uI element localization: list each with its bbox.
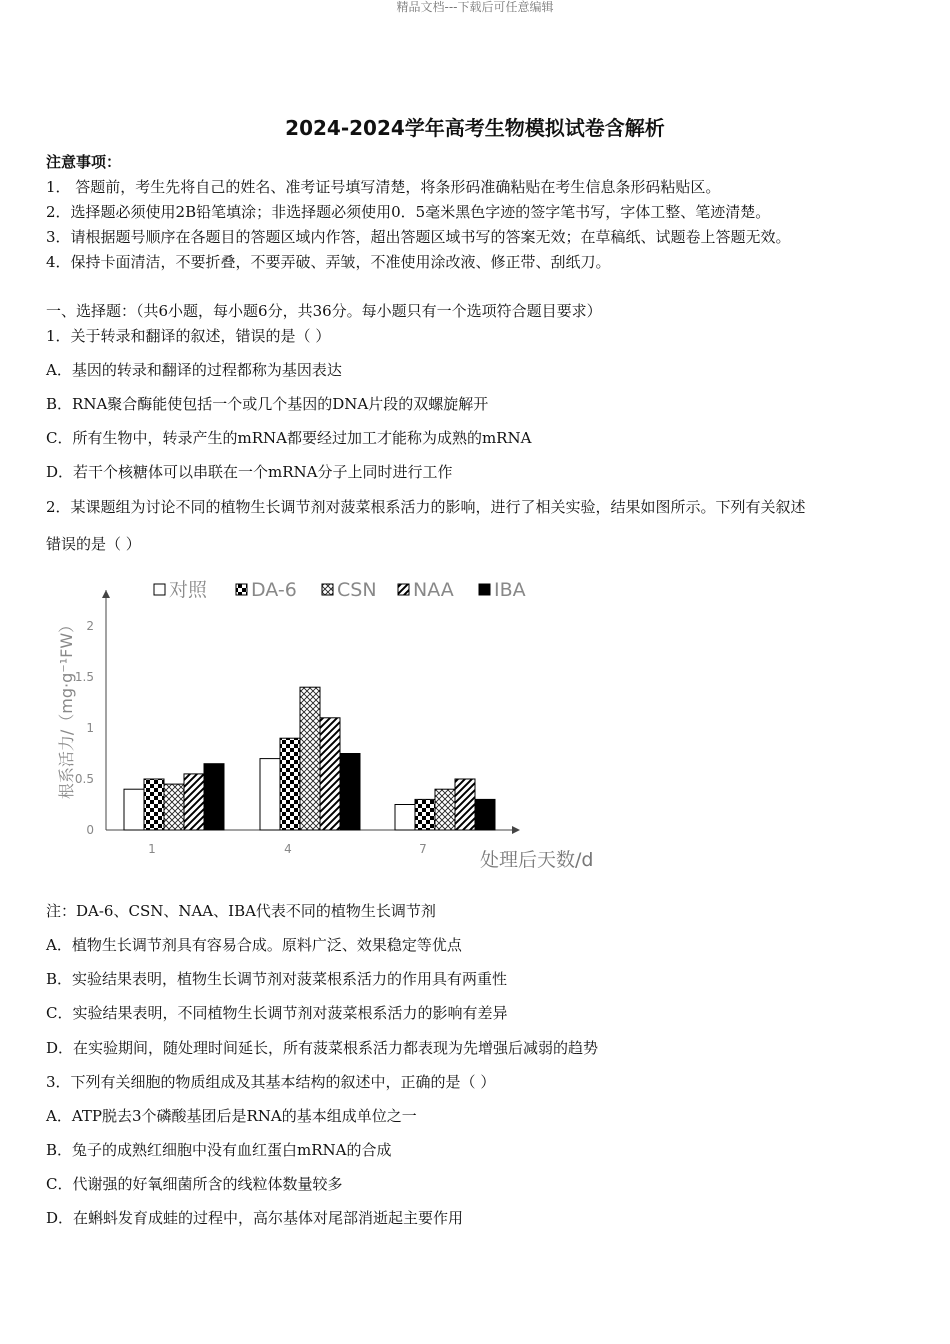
legend-label: DA-6 [251,579,297,601]
bar [415,799,435,830]
bar [455,779,475,830]
chart-legend [154,579,526,601]
y-axis-label: 根系活力/（mg·g⁻¹FW） [57,616,76,800]
chart-bars [124,687,495,830]
notice-item: 1． 答题前，考生先将自己的姓名、准考证号填写清楚，将条形码准确粘贴在考生信息条形码粘贴区。 [46,178,721,196]
y-tick-label: 1.5 [74,670,94,684]
y-tick-label: 0.5 [74,772,94,786]
q1-option-c: C．所有生物中，转录产生的mRNA都要经过加工才能称为成熟的mRNA [46,429,532,447]
bar [164,784,184,830]
legend-swatch [236,584,247,595]
q1-option-a: A．基因的转录和翻译的过程都称为基因表达 [46,361,342,379]
bar [260,759,280,830]
q1-option-b: B．RNA聚合酶能使包括一个或几个基因的DNA片段的双螺旋解开 [46,395,489,413]
q2-stem-continued: 错误的是（ ） [46,535,141,553]
notice-heading: 注意事项： [46,153,122,171]
q2-note: 注：DA-6、CSN、NAA、IBA代表不同的植物生长调节剂 [46,902,436,920]
legend-label: IBA [494,579,526,601]
q3-option-d: D．在蝌蚪发育成蛙的过程中，高尔基体对尾部消逝起主要作用 [46,1209,464,1227]
q1-stem: 1．关于转录和翻译的叙述，错误的是（ ） [46,327,331,345]
bar [280,738,300,830]
notice-item: 2．选择题必须使用2B铅笔填涂；非选择题必须使用0．5毫米黑色字迹的签字笔书写，字体工整、笔迹清楚。 [46,203,771,221]
bar [340,754,360,831]
y-tick-label: 0 [86,823,94,837]
q2-option-a: A．植物生长调节剂具有容易合成。原料广泛、效果稳定等优点 [46,936,462,954]
notice-item: 3．请根据题号顺序在各题目的答题区域内作答，超出答题区域书写的答案无效；在草稿纸、试题卷上答题无效。 [46,228,791,246]
page-title: 2024-2024学年高考生物模拟试卷含解析 [285,116,665,140]
bar [124,789,144,830]
q2-option-d: D．在实验期间，随处理时间延长，所有菠菜根系活力都表现为先增强后减弱的趋势 [46,1039,599,1057]
q2-option-b: B．实验结果表明，植物生长调节剂对菠菜根系活力的作用具有两重性 [46,970,508,988]
x-tick-label: 1 [148,842,156,856]
q1-option-d: D．若干个核糖体可以串联在一个mRNA分子上同时进行工作 [46,463,453,481]
bar [320,718,340,830]
legend-swatch [322,584,333,595]
section-heading: 一、选择题：（共6小题，每小题6分，共36分。每小题只有一个选项符合题目要求） [46,302,602,320]
y-tick-label: 2 [86,619,94,633]
header-watermark: 精品文档---下载后可任意编辑 [396,0,554,14]
x-tick-label: 4 [284,842,292,856]
bar [204,764,224,830]
q2-option-c: C．实验结果表明，不同植物生长调节剂对菠菜根系活力的影响有差异 [46,1004,508,1022]
q3-stem: 3．下列有关细胞的物质组成及其基本结构的叙述中，正确的是（ ） [46,1073,496,1091]
root-activity-bar-chart [46,568,606,874]
notice-item: 4．保持卡面清洁，不要折叠，不要弄破、弄皱，不准使用涂改液、修正带、刮纸刀。 [46,253,611,271]
q2-stem: 2．某课题组为讨论不同的植物生长调节剂对菠菜根系活力的影响，进行了相关实验，结果如图所示。下列有关叙述 [46,498,806,516]
y-axis-label-group [57,617,76,799]
x-axis-arrow [512,826,520,834]
bar [144,779,164,830]
legend-swatch [479,584,490,595]
x-axis-label: 处理后天数/d [480,849,594,871]
y-tick-label: 1 [86,721,94,735]
legend-label: CSN [337,579,377,601]
x-axis-ticks [148,842,427,856]
bar [435,789,455,830]
y-axis-arrow [102,590,110,598]
y-axis-ticks [75,619,94,837]
legend-swatch [398,584,409,595]
legend-label: NAA [413,579,454,601]
bar [300,687,320,830]
bar [184,774,204,830]
bar [475,799,495,830]
q3-option-a: A．ATP脱去3个磷酸基团后是RNA的基本组成单位之一 [46,1107,417,1125]
legend-swatch [154,584,165,595]
legend-label: 对照 [169,579,208,601]
bar [395,805,415,831]
q3-option-c: C．代谢强的好氧细菌所含的线粒体数量较多 [46,1175,343,1193]
q3-option-b: B．兔子的成熟红细胞中没有血红蛋白mRNA的合成 [46,1141,392,1159]
x-tick-label: 7 [419,842,427,856]
